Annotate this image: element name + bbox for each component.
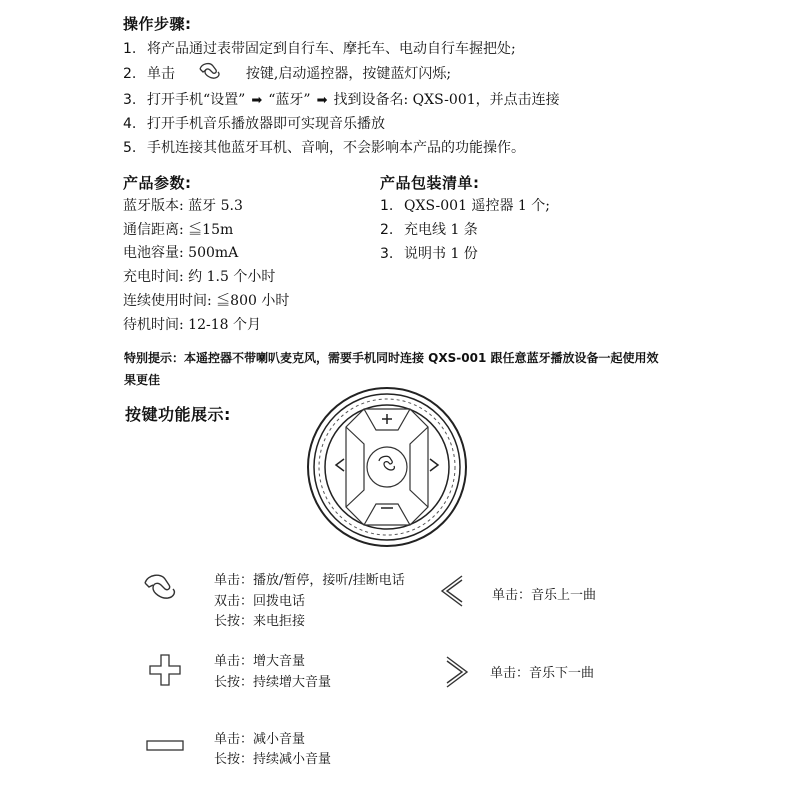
- legend-next-line: 单击：音乐下一曲: [490, 666, 595, 681]
- prev-icon: [437, 574, 465, 612]
- minus-icon: [146, 737, 184, 756]
- param-item: 通信距离: ≦15m: [123, 222, 234, 238]
- package-item-text: 充电线 1 条: [404, 222, 478, 238]
- legend-phone-icon: [141, 571, 183, 611]
- step-3-part-1: 打开手机“设置”: [147, 92, 246, 108]
- package-title: 产品包装清单:: [380, 174, 480, 192]
- step-5-num: 5.: [123, 140, 137, 156]
- legend-minus-line: 单击：减小音量: [214, 732, 306, 747]
- step-5: [123, 137, 525, 157]
- next-icon: [444, 655, 472, 693]
- plus-icon: [148, 653, 182, 691]
- package-item-text: QXS-001 遥控器 1 个;: [404, 198, 550, 214]
- params-title: 产品参数:: [123, 174, 192, 192]
- param-item: 电池容量: 500mA: [123, 245, 239, 261]
- legend-prev-line: 单击：音乐上一曲: [492, 588, 597, 603]
- step-1-num: 1.: [123, 41, 137, 57]
- step-3-num: 3.: [123, 92, 137, 108]
- legend-plus-line: 单击：增大音量: [214, 654, 306, 669]
- steps-title: 操作步骤:: [123, 15, 192, 33]
- phone-icon: [197, 61, 225, 87]
- step-1: [123, 38, 516, 58]
- legend-plus-line: 长按：持续增大音量: [214, 675, 332, 690]
- package-item: [380, 195, 550, 215]
- step-3-part-3: 找到设备名: QXS-001，并点击连接: [333, 92, 560, 108]
- step-3: [123, 89, 560, 109]
- step-4: [123, 113, 385, 133]
- remote-controller-diagram: [306, 386, 468, 552]
- arrow-right-icon: ➡: [316, 93, 328, 108]
- package-item-num: 3.: [380, 246, 394, 262]
- buttons-title: 按键功能展示:: [125, 405, 231, 424]
- param-item: 蓝牙版本: 蓝牙 5.3: [123, 198, 243, 214]
- step-2-pre: 单击: [147, 66, 175, 82]
- package-item-text: 说明书 1 份: [404, 246, 478, 262]
- step-4-num: 4.: [123, 116, 137, 132]
- legend-phone-line: 单击：播放/暂停，接听/挂断电话: [214, 573, 405, 588]
- step-4-text: 打开手机音乐播放器即可实现音乐播放: [147, 116, 385, 132]
- arrow-right-icon: ➡: [251, 93, 263, 108]
- step-2-post: 按键,启动遥控器，按键蓝灯闪烁;: [245, 66, 452, 82]
- legend-minus-line: 长按：持续减小音量: [214, 752, 332, 767]
- legend-phone-line: 长按：来电拒接: [214, 614, 306, 629]
- param-item: 充电时间: 约 1.5 个小时: [123, 269, 276, 285]
- step-2-num: 2.: [123, 66, 137, 82]
- package-item: [380, 243, 478, 263]
- package-item: [380, 219, 478, 239]
- step-2: [123, 61, 451, 87]
- step-1-text: 将产品通过表带固定到自行车、摩托车、电动自行车握把处;: [147, 41, 516, 57]
- step-5-text: 手机连接其他蓝牙耳机、音响，不会影响本产品的功能操作。: [147, 140, 525, 156]
- step-3-part-2: “蓝牙”: [268, 92, 311, 108]
- legend-phone-line: 双击：回拨电话: [214, 594, 306, 609]
- package-item-num: 1.: [380, 198, 394, 214]
- param-item: 连续使用时间: ≦800 小时: [123, 293, 290, 309]
- param-item: 待机时间: 12-18 个月: [123, 317, 261, 333]
- special-notice: 特别提示：本遥控器不带喇叭麦克风，需要手机同时连接 QXS-001 跟任意蓝牙播放设备一起使用效果更佳: [124, 351, 659, 387]
- package-item-num: 2.: [380, 222, 394, 238]
